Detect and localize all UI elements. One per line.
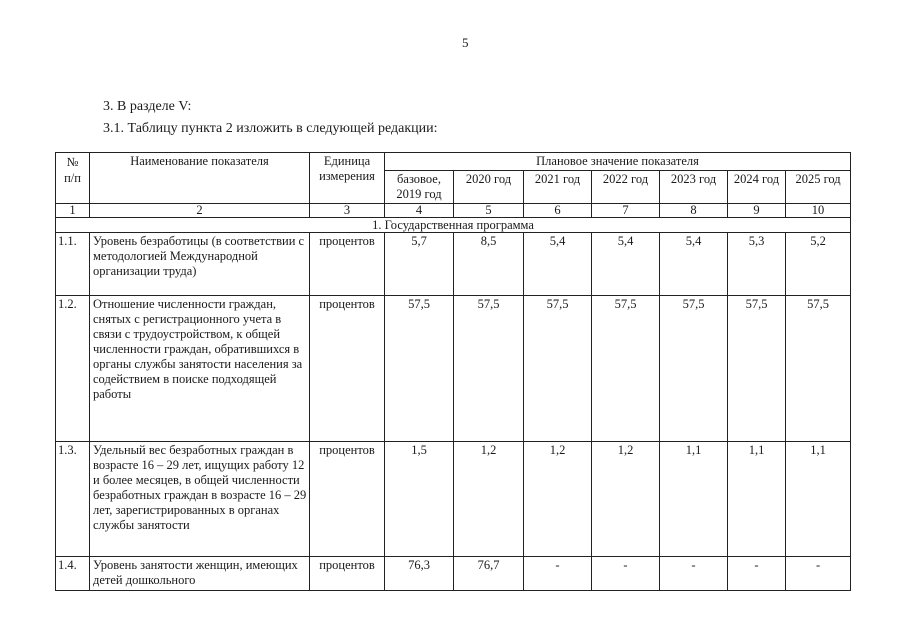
section-heading: 3. В разделе V: (103, 99, 192, 114)
value-cell: 1,2 (592, 442, 660, 557)
value-cell: - (660, 557, 728, 591)
index-cell: 2 (90, 204, 310, 218)
unit-cell: процентов (310, 442, 385, 557)
row-number: 1.3. (56, 442, 90, 557)
unit-cell: процентов (310, 557, 385, 591)
index-cell: 6 (524, 204, 592, 218)
value-cell: 1,2 (524, 442, 592, 557)
header-year-base: базовое, 2019 год (385, 171, 454, 204)
value-cell: 1,1 (660, 442, 728, 557)
indicator-name: Отношение численности граждан, снятых с регистрационного учета в связи с трудоустройством, к общей численности граждан, обратившихся в органы службы занятости населения за содействием в поиске подходящей работы (90, 296, 310, 442)
indicator-name: Удельный вес безработных граждан в возрасте 16 – 29 лет, ищущих работу 12 и более месяцев, в общей численности безработных граждан в возрасте 16 – 29 лет, зарегистрированных в органах службы занятости (90, 442, 310, 557)
index-cell: 1 (56, 204, 90, 218)
value-cell: 1,1 (786, 442, 851, 557)
value-cell: 57,5 (786, 296, 851, 442)
page-number: 5 (462, 35, 469, 50)
value-cell: 5,4 (660, 233, 728, 296)
value-cell: 1,1 (728, 442, 786, 557)
column-index-row (56, 204, 851, 218)
header-unit: Единица измерения (310, 153, 385, 204)
value-cell: - (786, 557, 851, 591)
row-number: 1.4. (56, 557, 90, 591)
instruction-text: 3.1. Таблицу пункта 2 изложить в следующей редакции: (103, 121, 438, 136)
value-cell: 1,5 (385, 442, 454, 557)
table-row (56, 233, 851, 296)
value-cell: 57,5 (385, 296, 454, 442)
header-no: № п/п (56, 153, 90, 204)
table-row (56, 557, 851, 591)
index-cell: 7 (592, 204, 660, 218)
indicator-name: Уровень занятости женщин, имеющих детей дошкольного (90, 557, 310, 591)
header-name: Наименование показателя (90, 153, 310, 204)
unit-cell: процентов (310, 233, 385, 296)
value-cell: - (524, 557, 592, 591)
value-cell: 57,5 (660, 296, 728, 442)
value-cell: - (592, 557, 660, 591)
value-cell: 1,2 (454, 442, 524, 557)
value-cell: 57,5 (728, 296, 786, 442)
value-cell: 57,5 (592, 296, 660, 442)
table-row (56, 296, 851, 442)
header-planned: Плановое значение показателя (385, 153, 851, 171)
header-year-2021: 2021 год (524, 171, 592, 204)
section-title: 1. Государственная программа (56, 218, 851, 233)
index-cell: 10 (786, 204, 851, 218)
value-cell: 5,4 (592, 233, 660, 296)
indicator-name: Уровень безработицы (в соответствии с методологией Международной организации труда) (90, 233, 310, 296)
header-year-2020: 2020 год (454, 171, 524, 204)
row-number: 1.2. (56, 296, 90, 442)
row-number: 1.1. (56, 233, 90, 296)
table-row (56, 442, 851, 557)
value-cell: 57,5 (524, 296, 592, 442)
index-cell: 4 (385, 204, 454, 218)
value-cell: 5,2 (786, 233, 851, 296)
index-cell: 8 (660, 204, 728, 218)
value-cell: 8,5 (454, 233, 524, 296)
value-cell: 5,7 (385, 233, 454, 296)
index-cell: 3 (310, 204, 385, 218)
value-cell: 76,3 (385, 557, 454, 591)
header-year-2022: 2022 год (592, 171, 660, 204)
value-cell: - (728, 557, 786, 591)
index-cell: 5 (454, 204, 524, 218)
value-cell: 5,3 (728, 233, 786, 296)
value-cell: 57,5 (454, 296, 524, 442)
value-cell: 5,4 (524, 233, 592, 296)
indicators-table (55, 152, 851, 591)
header-year-2025: 2025 год (786, 171, 851, 204)
header-year-2024: 2024 год (728, 171, 786, 204)
index-cell: 9 (728, 204, 786, 218)
unit-cell: процентов (310, 296, 385, 442)
header-year-2023: 2023 год (660, 171, 728, 204)
value-cell: 76,7 (454, 557, 524, 591)
